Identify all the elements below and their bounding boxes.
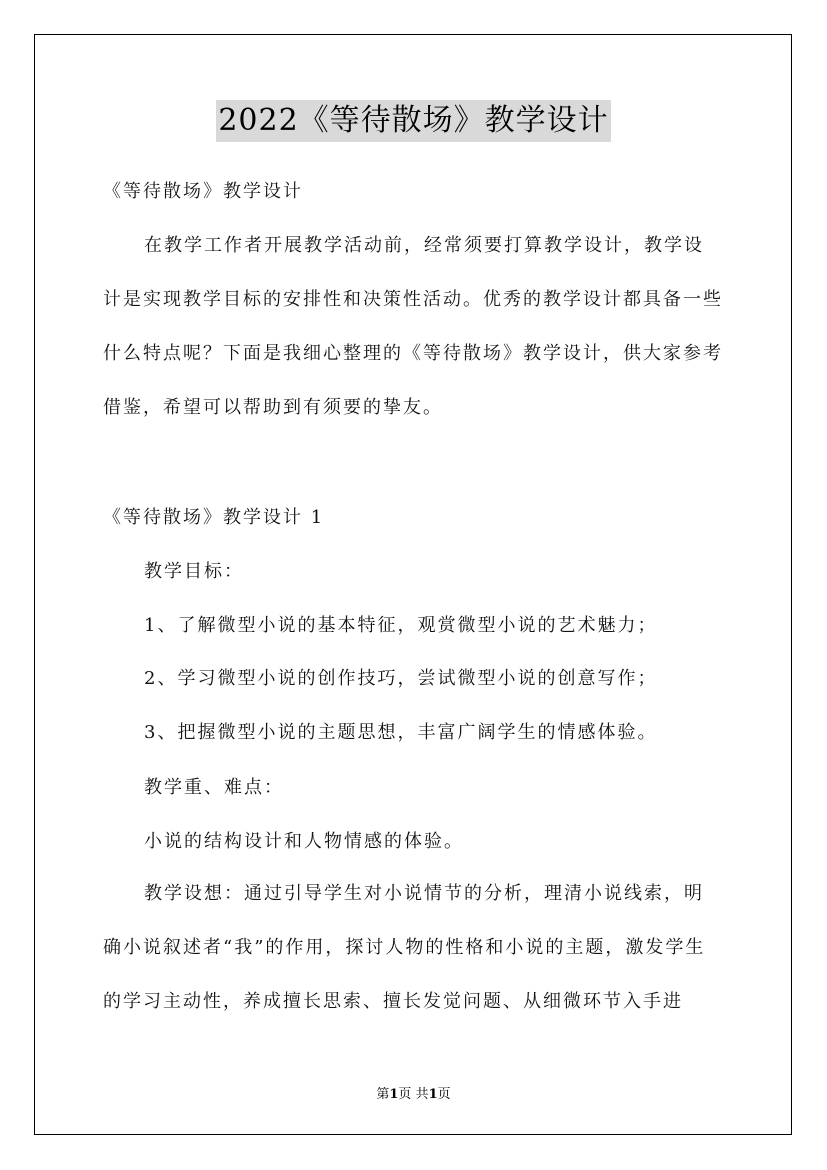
intro-paragraph: 在教学工作者开展教学活动前，经常须要打算教学设计，教学设计是实现教学目标的安排性和决策性活动。优秀的教学设计都具备一些什么特点呢？下面是我细心整理的《等待散场》教学设计，供大家参考借鉴，希望可以帮助到有须要的挚友。	[103, 235, 723, 418]
footer-page-number: 1	[389, 1087, 399, 1102]
section-heading: 《等待散场》教学设计 1	[103, 507, 325, 528]
footer-page-total: 1	[428, 1087, 438, 1102]
goal-item-1: 1、了解微型小说的基本特征，观赏微型小说的艺术魅力；	[144, 615, 658, 636]
focus-text: 小说的结构设计和人物情感的体验。	[144, 831, 464, 852]
goal-item-3: 3、把握微型小说的主题思想，丰富广阔学生的情感体验。	[144, 722, 658, 743]
footer-suffix: 页	[437, 1087, 451, 1102]
goal-item-2: 2、学习微型小说的创作技巧，尝试微型小说的创意写作；	[144, 668, 658, 689]
document-title: 2022《等待散场》教学设计	[216, 100, 610, 142]
footer-mid: 页 共	[398, 1087, 429, 1102]
idea-paragraph: 教学设想：通过引导学生对小说情节的分析，理清小说线索，明确小说叙述者“我”的作用，探讨人物的性格和小说的主题，激发学生的学习主动性，养成擅长思索、擅长发觉问题、从细微环节入手进	[103, 883, 706, 1012]
document-title-block	[0, 100, 827, 142]
subtitle: 《等待散场》教学设计	[103, 181, 303, 202]
page-footer	[0, 1083, 827, 1102]
footer-prefix: 第	[376, 1087, 390, 1102]
goals-label: 教学目标：	[144, 561, 244, 582]
focus-label: 教学重、难点：	[144, 777, 284, 798]
